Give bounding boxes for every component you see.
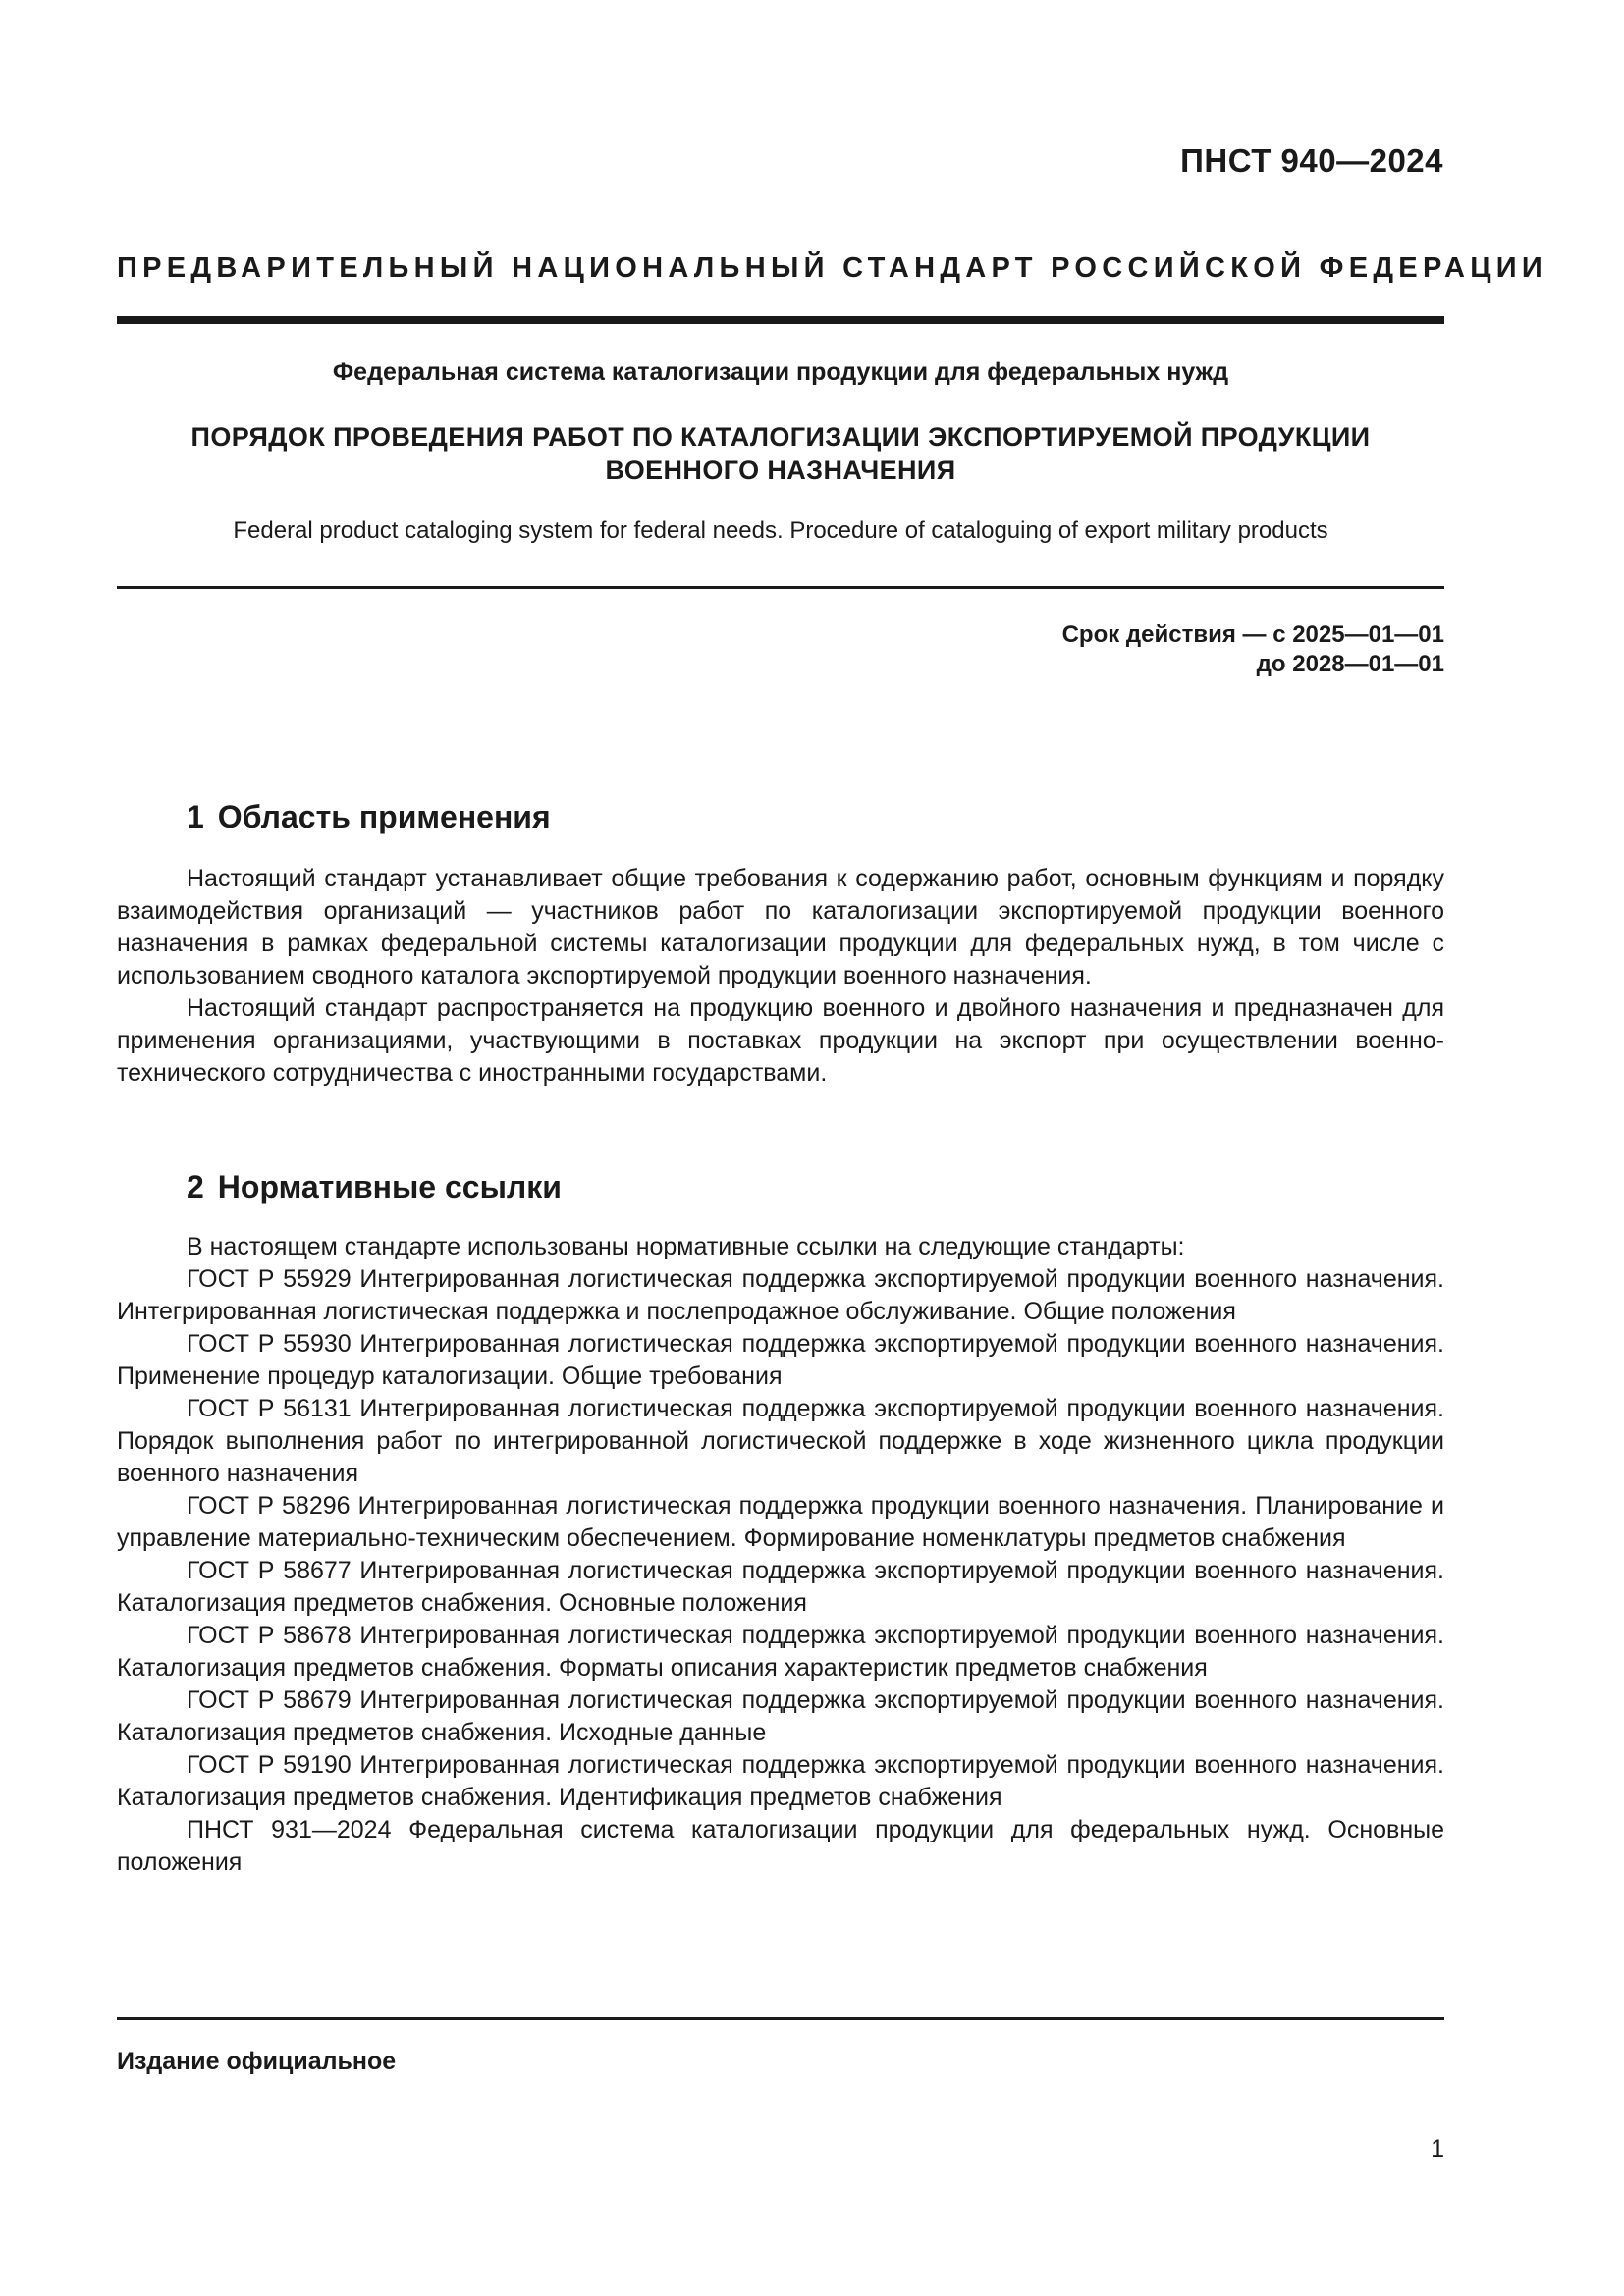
edition-label: Издание официальное — [117, 2048, 397, 2075]
reference-item: ГОСТ Р 58678 Интегрированная логистическая поддержка экспортируемой продукции военного назначения. Каталогизация предметов снабжения. Форматы описания характеристик предметов снабжения — [117, 1622, 1444, 1682]
section-2-title: Нормативные ссылки — [217, 1169, 562, 1204]
standard-type-heading: ПРЕДВАРИТЕЛЬНЫЙ НАЦИОНАЛЬНЫЙ СТАНДАРТ РОССИЙСКОЙ ФЕДЕРАЦИИ — [117, 252, 1548, 284]
section-1-heading — [187, 799, 551, 835]
section-2-body — [117, 1231, 1444, 1879]
reference-item: ГОСТ Р 58677 Интегрированная логистическая поддержка экспортируемой продукции военного назначения. Каталогизация предметов снабжения. Основные положения — [117, 1557, 1444, 1617]
english-title: Federal product cataloging system for federal needs. Procedure of cataloguing of export military products — [233, 517, 1328, 544]
section-1-paragraph: Настоящий стандарт распространяется на продукцию военного и двойного назначения и предназначен для применения организациями, участвующими в поставках продукции на экспорт при осуществлении военно-технического сотрудничества с иностранными государствами. — [117, 994, 1444, 1087]
reference-item: ГОСТ Р 58296 Интегрированная логистическая поддержка продукции военного назначения. Планирование и управление материально-техническим обеспечением. Формирование номенклатуры предметов снабжения — [117, 1492, 1444, 1552]
section-2-number: 2 — [187, 1169, 204, 1204]
document-title-line-2: ВОЕННОГО НАЗНАЧЕНИЯ — [605, 455, 956, 485]
reference-item: ГОСТ Р 58679 Интегрированная логистическая поддержка экспортируемой продукции военного назначения. Каталогизация предметов снабжения. Исходные данные — [117, 1686, 1444, 1746]
system-title: Федеральная система каталогизации продукции для федеральных нужд — [332, 358, 1229, 386]
reference-item: ПНСТ 931—2024 Федеральная система каталогизации продукции для федеральных нужд. Основные положения — [117, 1816, 1444, 1876]
document-title — [117, 420, 1444, 487]
document-number: ПНСТ 940—2024 — [1180, 142, 1443, 179]
header-divider — [117, 316, 1444, 324]
section-1-title: Область применения — [217, 799, 551, 834]
reference-item: ГОСТ Р 55930 Интегрированная логистическая поддержка экспортируемой продукции военного назначения. Применение процедур каталогизации. Общие требования — [117, 1330, 1444, 1390]
section-1-body — [117, 863, 1444, 1090]
title-divider — [117, 586, 1444, 589]
validity-period — [1062, 620, 1444, 679]
validity-end: до 2028—01—01 — [1256, 651, 1444, 677]
section-1-number: 1 — [187, 799, 204, 834]
section-2-heading — [187, 1169, 562, 1205]
footer-divider — [117, 2017, 1444, 2020]
page-number: 1 — [1431, 2135, 1444, 2163]
references-intro: В настоящем стандарте использованы нормативные ссылки на следующие стандарты: — [187, 1233, 1185, 1260]
reference-item: ГОСТ Р 55929 Интегрированная логистическая поддержка экспортируемой продукции военного назначения. Интегрированная логистическая поддержка и послепродажное обслуживание. Общие положения — [117, 1265, 1444, 1325]
section-1-paragraph: Настоящий стандарт устанавливает общие требования к содержанию работ, основным функциям и порядку взаимодействия организаций — участников работ по каталогизации экспортируемой продукции военного назначения в рамках федеральной системы каталогизации продукции для федеральных нужд, в том числе с использованием сводного каталога экспортируемой продукции военного назначения. — [117, 865, 1444, 989]
document-title-line-1: ПОРЯДОК ПРОВЕДЕНИЯ РАБОТ ПО КАТАЛОГИЗАЦИИ ЭКСПОРТИРУЕМОЙ ПРОДУКЦИИ — [190, 422, 1371, 452]
validity-start: Срок действия — с 2025—01—01 — [1061, 621, 1444, 648]
reference-item: ГОСТ Р 56131 Интегрированная логистическая поддержка экспортируемой продукции военного назначения. Порядок выполнения работ по интегрированной логистической поддержке в ходе жизненного цикла продукции военного назначения — [117, 1395, 1444, 1487]
reference-item: ГОСТ Р 59190 Интегрированная логистическая поддержка экспортируемой продукции военного назначения. Каталогизация предметов снабжения. Идентификация предметов снабжения — [117, 1751, 1444, 1811]
